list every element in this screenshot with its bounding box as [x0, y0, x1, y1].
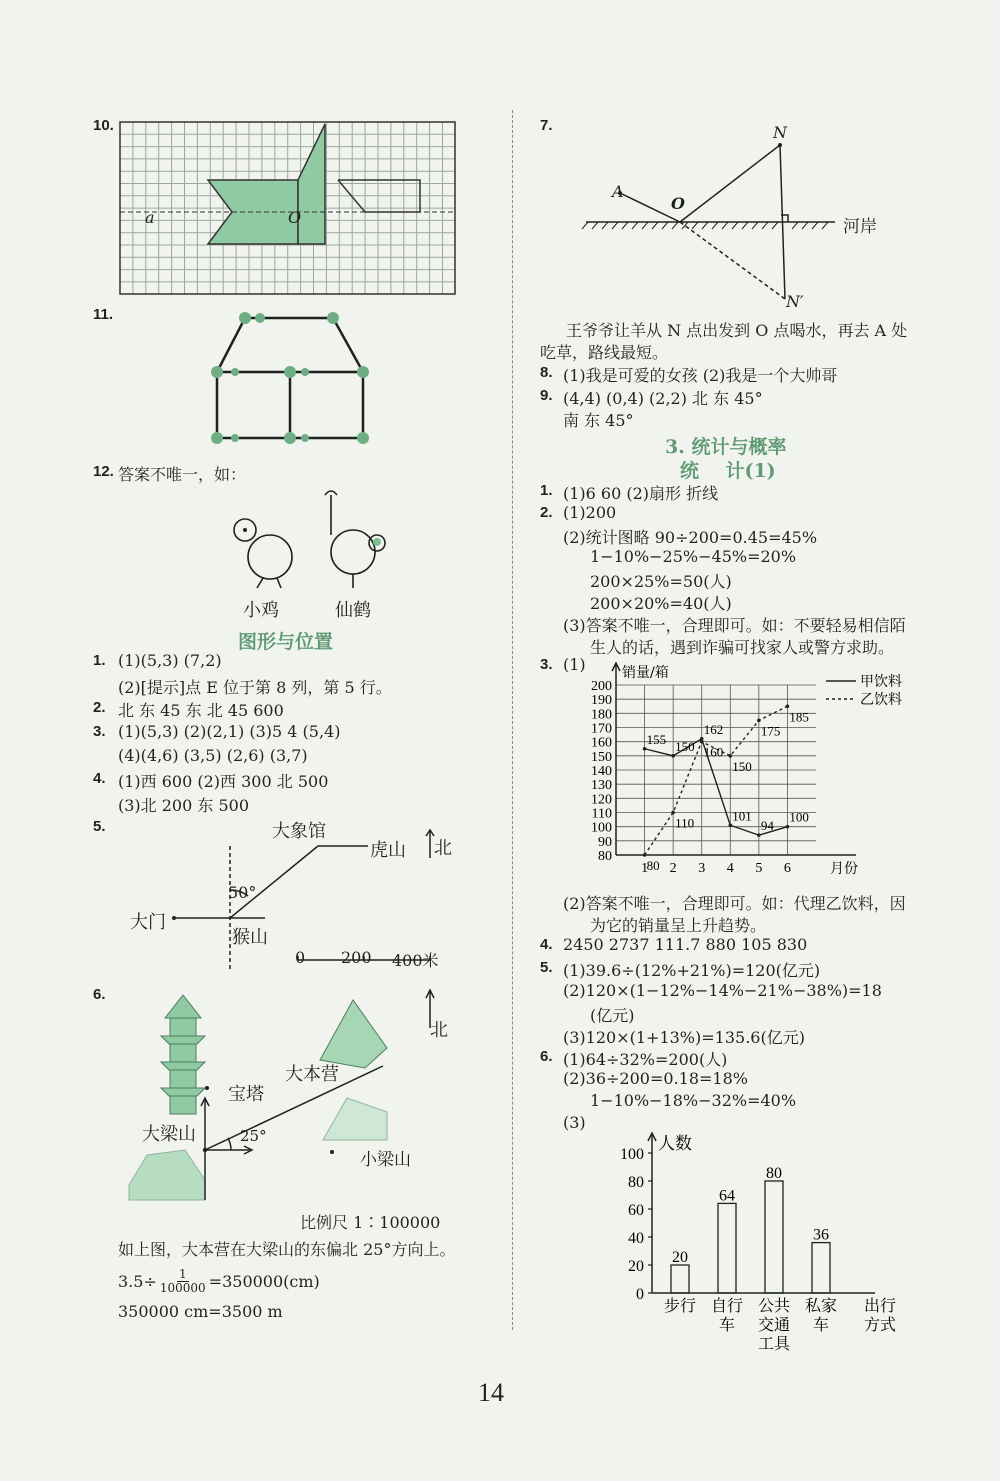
right-answer-text: 生人的话，遇到诈骗可找家人或警方求助。	[590, 638, 895, 657]
data-point	[643, 853, 647, 857]
q12-caption-chick: 小鸡	[243, 600, 279, 621]
bar-chart-travel	[610, 1125, 910, 1365]
q3-number: 3.	[540, 656, 553, 673]
left-answer-text: (3)北 200 东 500	[118, 796, 250, 815]
x-tick-label: 5	[755, 861, 763, 876]
q6-fraction	[160, 1268, 206, 1295]
line-chart-sales	[560, 655, 920, 880]
q6-scale: 比例尺 1∶100000	[300, 1213, 441, 1232]
bar-value-label: 80	[766, 1165, 782, 1182]
q6-small-mountain: 小梁山	[360, 1150, 411, 1170]
right-answer-text: (1)200	[563, 503, 617, 522]
category-label: 私家	[804, 1296, 838, 1315]
right-answer2-text: (2)120×(1−12%−14%−21%−38%)=18	[563, 981, 882, 1000]
q5-scale-200: 200	[341, 948, 372, 967]
data-point	[643, 747, 647, 751]
data-point	[786, 704, 790, 708]
x-tick-label: 1	[641, 861, 649, 876]
category-label: 交通	[757, 1315, 791, 1334]
q5-number: 5.	[93, 818, 106, 835]
q9-number: 9.	[540, 387, 553, 404]
y-axis-label: 销量/箱	[622, 665, 669, 681]
q7-point-n: N	[773, 123, 787, 142]
legend-label: 甲饮料	[860, 674, 902, 690]
q7-point-n-prime: N′	[786, 292, 804, 311]
y-tick-label: 100	[591, 820, 612, 836]
bar	[718, 1203, 736, 1293]
q6-camp: 大本营	[285, 1064, 339, 1085]
pagoda-icon	[161, 995, 205, 1114]
right-answer2-text: 1−10%−18%−32%=40%	[590, 1091, 797, 1110]
data-label: 155	[646, 731, 667, 747]
bar	[671, 1265, 689, 1293]
y-tick-label: 140	[591, 764, 612, 779]
x-axis-label: 月份	[830, 861, 858, 877]
q6-big-mountain: 大梁山	[142, 1124, 196, 1145]
left-answer-text: (2)[提示]点 E 位于第 8 列，第 5 行。	[118, 678, 392, 697]
x-tick-label: 4	[726, 861, 734, 876]
y-tick-label: 200	[591, 679, 612, 694]
q6-answer-line2-left: 3.5÷	[118, 1272, 157, 1291]
right-answer2-text: (1)64÷32%=200(人)	[563, 1050, 728, 1069]
y-axis-label: 人数	[658, 1134, 692, 1154]
y-tick-label: 120	[591, 792, 612, 808]
q3-after-text: (2)答案不唯一，合理即可。如：代理乙饮料，因	[563, 894, 906, 913]
right-answer-text: (2)统计图略 90÷200=0.45=45%	[563, 528, 818, 547]
q6-fraction-numerator: 1	[178, 1267, 187, 1281]
q11-matchstick-house	[205, 310, 380, 450]
q6-north-label: 北	[430, 1020, 448, 1041]
data-point	[757, 833, 761, 837]
left-answer-text: (1)(5,3) (7,2)	[118, 651, 222, 670]
q12-text: 答案不唯一，如：	[118, 465, 247, 484]
y-tick-label: 40	[628, 1230, 644, 1247]
x-axis-label: 方式	[863, 1315, 897, 1334]
data-label: 150	[732, 758, 752, 774]
q5-tiger-mountain: 虎山	[370, 840, 406, 861]
category-label: 工具	[757, 1334, 791, 1353]
q6-angle: 25°	[240, 1127, 267, 1145]
camp-mountain-icon	[320, 1000, 387, 1068]
data-label: 100	[789, 809, 809, 825]
right-answer-text: 200×20%=40(人)	[590, 594, 732, 613]
right-answer2-num: 6.	[540, 1048, 553, 1065]
category-label: 车	[718, 1315, 736, 1334]
data-label: 94	[760, 818, 774, 834]
q8-text: (1)我是可爱的女孩 (2)我是一个大帅哥	[563, 366, 838, 385]
data-point	[728, 823, 732, 827]
left-answer-text: 北 东 45 东 北 45 600	[118, 701, 284, 720]
right-answer2-num: 5.	[540, 959, 553, 976]
right-answer-text: 200×25%=50(人)	[590, 572, 732, 591]
q12-number: 12.	[93, 463, 114, 480]
data-point	[728, 754, 732, 758]
q5-north-label: 北	[434, 838, 452, 859]
q7-point-o: O	[671, 194, 685, 213]
right-answer2-text: (亿元)	[590, 1006, 635, 1025]
q5-monkey-mountain: 猴山	[232, 927, 268, 948]
x-axis-label: 出行	[863, 1296, 897, 1315]
left-answer-num: 4.	[93, 770, 106, 787]
bar-value-label: 64	[719, 1187, 735, 1205]
data-label: 80	[646, 858, 660, 873]
y-tick-label: 110	[591, 806, 612, 822]
q7-number: 7.	[540, 117, 553, 134]
y-tick-label: 20	[628, 1258, 644, 1275]
x-tick-label: 2	[669, 861, 677, 876]
left-answer-text: (4)(4,6) (3,5) (2,6) (3,7)	[118, 746, 308, 765]
data-label: 175	[760, 723, 781, 739]
big-mountain-icon	[129, 1150, 205, 1200]
left-answer-text: (1)(5,3) (2)(2,1) (3)5 4 (5,4)	[118, 722, 341, 741]
data-label: 150	[675, 738, 695, 754]
bar-value-label: 36	[813, 1226, 829, 1244]
data-label: 160	[703, 744, 724, 760]
q7-text2: 吃草，路线最短。	[540, 343, 669, 362]
right-answer-text: (3)答案不唯一，合理即可。如：不要轻易相信陌	[563, 616, 906, 635]
y-tick-label: 80	[628, 1174, 644, 1191]
q12-drawings	[225, 485, 405, 595]
q6-answer-line2	[118, 1268, 320, 1295]
y-tick-label: 160	[591, 735, 612, 751]
q12-caption-crane: 仙鹤	[335, 600, 371, 621]
data-point	[671, 811, 675, 815]
y-tick-label: 100	[620, 1146, 644, 1163]
data-point	[786, 825, 790, 829]
legend-label: 乙饮料	[860, 692, 902, 708]
q10-label-o: O	[288, 208, 302, 227]
y-tick-label: 0	[636, 1286, 644, 1303]
q10-label-a: a	[145, 208, 155, 227]
y-tick-label: 170	[591, 721, 612, 737]
y-tick-label: 190	[591, 693, 612, 709]
page-number: 14	[478, 1378, 504, 1407]
q5-gate: 大门	[130, 912, 166, 933]
data-point	[757, 719, 761, 723]
q11-number: 11.	[93, 306, 114, 323]
q8-number: 8.	[540, 364, 553, 381]
left-answer-text: (1)西 600 (2)西 300 北 500	[118, 772, 329, 791]
bar	[812, 1243, 830, 1293]
bar-value-label: 20	[672, 1249, 688, 1266]
category-label: 车	[812, 1315, 830, 1334]
q3-sub: (1)	[563, 655, 586, 674]
y-tick-label: 90	[598, 834, 612, 850]
q7-river-bank: 河岸	[843, 217, 877, 237]
q6-fraction-denominator: 100000	[159, 1281, 206, 1295]
q10-number: 10.	[93, 117, 114, 134]
right-answer-text: (1)6 60 (2)扇形 折线	[563, 484, 719, 503]
q5-elephant-hall: 大象馆	[272, 821, 326, 842]
q3-after-text: 为它的销量呈上升趋势。	[590, 916, 767, 935]
q7-text1: 王爷爷让羊从 N 点出发到 O 点喝水，再去 A 处	[566, 321, 908, 340]
x-tick-label: 3	[698, 861, 706, 876]
q6-pagoda: 宝塔	[228, 1084, 264, 1105]
right-answer2-text: (3)	[563, 1113, 586, 1132]
small-mountain-icon	[323, 1098, 387, 1140]
right-answer2-num: 4.	[540, 936, 553, 953]
q7-point-a: A	[612, 182, 624, 201]
q6-number: 6.	[93, 986, 106, 1003]
q5-scale-400: 400米	[392, 951, 439, 970]
column-divider	[512, 110, 513, 1330]
category-label: 自行	[710, 1296, 744, 1315]
x-tick-label: 6	[783, 861, 791, 876]
section-title-shape-position: 图形与位置	[238, 631, 334, 653]
left-answer-num: 1.	[93, 652, 106, 669]
data-label: 101	[732, 808, 752, 824]
data-point	[671, 754, 675, 758]
right-answer2-text: (2)36÷200=0.18=18%	[563, 1069, 748, 1088]
right-answer2-text: (1)39.6÷(12%+21%)=120(亿元)	[563, 961, 821, 980]
sub-title-statistics: 统 计(1)	[680, 460, 776, 482]
right-answer2-text: (3)120×(1+13%)=135.6(亿元)	[563, 1028, 805, 1047]
right-answer2-text: 2450 2737 111.7 880 105 830	[563, 935, 808, 954]
q6-answer-line1: 如上图，大本营在大梁山的东偏北 25°方向上。	[118, 1240, 456, 1259]
q9-text2: 南 东 45°	[563, 411, 634, 430]
data-label: 162	[703, 721, 724, 737]
q5-angle: 50°	[228, 883, 257, 902]
q9-text1: (4,4) (0,4) (2,2) 北 东 45°	[563, 389, 763, 408]
y-tick-label: 180	[591, 707, 612, 723]
data-label: 185	[789, 709, 809, 725]
data-label: 110	[675, 815, 695, 831]
left-answer-num: 2.	[93, 699, 106, 716]
y-tick-label: 150	[591, 749, 612, 765]
category-label: 公共	[757, 1296, 791, 1315]
bar	[765, 1181, 783, 1293]
right-answer-text: 1−10%−25%−45%=20%	[590, 547, 797, 566]
y-tick-label: 80	[598, 849, 612, 864]
left-answer-num: 3.	[93, 723, 106, 740]
right-answer-num: 2.	[540, 504, 553, 521]
section-title-statistics: 3. 统计与概率	[665, 436, 787, 458]
category-label: 步行	[663, 1296, 697, 1315]
data-point	[700, 740, 704, 744]
q6-answer-line2-right: =350000(cm)	[208, 1272, 320, 1291]
q5-scale-0: 0	[295, 948, 306, 967]
y-tick-label: 130	[591, 778, 612, 794]
right-answer-num: 1.	[540, 482, 553, 499]
q6-answer-line3: 350000 cm=3500 m	[118, 1302, 283, 1321]
y-tick-label: 60	[628, 1202, 644, 1219]
q7-reflection-diagram	[580, 125, 860, 315]
